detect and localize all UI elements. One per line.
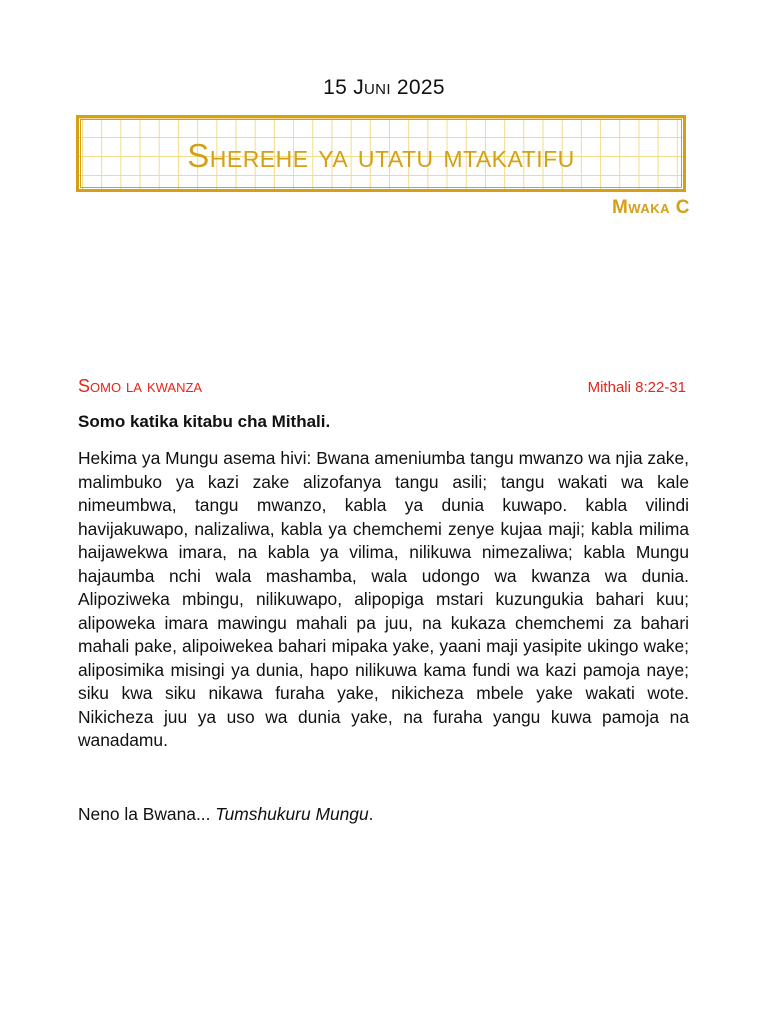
reading-body: Hekima ya Mungu asema hivi: Bwana ameniumba tangu mwanzo wa njia zake, malimbuko ya kazi zake alizofanya tangu asili; tangu wakati wa kale nimeumbwa, tangu mwanzo, kabla ya dunia kuwapo. kabla vilindi havijakuwapo, nalizaliwa, kabla ya chemchemi zenye kujaa maji; kabla milima haijawekwa imara, na kabla ya vilima, nilikuwa nimezaliwa; kabla Mungu hajaumba nchi wala mashamba, wala udongo wa kwanza wa dunia. Alipoziweka mbingu, nilikuwapo, alipopiga mstari kuzungukia bahari kuu; alipoweka imara mawingu mahali pa juu, na kukaza chemchemi za bahari mahali pake, alipoiwekea bahari mipaka yake, yaani maji yasipite ukingo wake; aliposimika misingi ya dunia, hapo nilikuwa kama fundi wa kazi pamoja naye; siku kwa siku nikawa furaha yake, nikicheza mbele yake wakati wote. Nikicheza juu ya uso wa dunia yake, na furaha yangu kuwa pamoja na wanadamu.: [78, 448, 689, 750]
reading-reference: Mithali 8:22-31: [587, 379, 686, 396]
reading-intro: Somo katika kitabu cha Mithali.: [78, 412, 331, 431]
page-date: 15 Juni 2025: [323, 76, 445, 99]
closing-response: Tumshukuru Mungu: [215, 804, 369, 824]
closing-end: .: [368, 804, 374, 824]
page-title: Sherehe ya utatu mtakatifu: [187, 137, 575, 174]
reading-closing: [78, 804, 374, 825]
reading-header: [78, 376, 688, 402]
liturgical-year: Mwaka C: [611, 197, 690, 218]
reading-title: Somo la kwanza: [78, 376, 203, 396]
title-banner: [76, 115, 686, 192]
closing-text: Neno la Bwana...: [78, 804, 216, 824]
